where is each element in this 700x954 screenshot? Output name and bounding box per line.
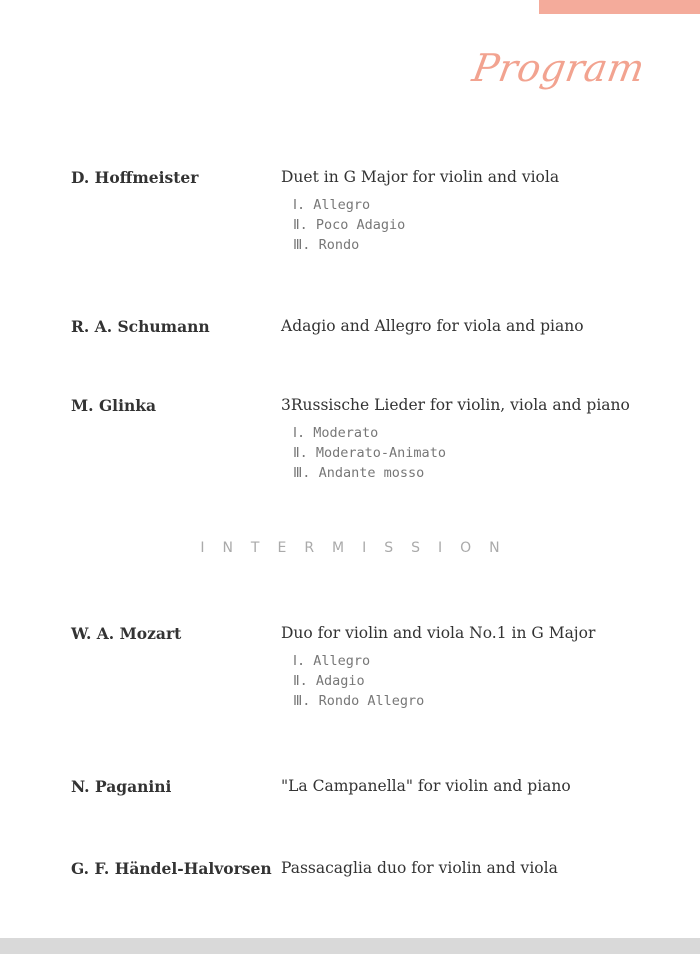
movement-item: Ⅲ. Andante mosso	[293, 465, 425, 481]
work-title: "La Campanella" for violin and piano	[281, 777, 571, 795]
composer-name: D. Hoffmeister	[71, 168, 199, 187]
composer-name: N. Paganini	[71, 777, 172, 796]
top-accent-bar	[539, 0, 700, 14]
page-title: Program	[468, 46, 648, 90]
intermission-divider: INTERMISSION	[200, 540, 518, 556]
work-title: Passacaglia duo for violin and viola	[281, 859, 558, 877]
movement-item: Ⅱ. Poco Adagio	[293, 217, 406, 233]
work-title: Adagio and Allegro for viola and piano	[281, 317, 584, 335]
movement-item: Ⅱ. Moderato-Animato	[293, 445, 446, 461]
movement-item: Ⅰ. Moderato	[293, 425, 379, 441]
work-title: Duet in G Major for violin and viola	[281, 168, 560, 186]
movement-item: Ⅰ. Allegro	[293, 197, 371, 213]
movement-list	[293, 651, 424, 711]
movement-item: Ⅱ. Adagio	[293, 673, 365, 689]
movement-item: Ⅲ. Rondo	[293, 237, 360, 253]
movement-list	[293, 195, 405, 255]
movement-list	[293, 423, 446, 483]
bottom-bar	[0, 938, 700, 954]
composer-name: M. Glinka	[71, 396, 157, 415]
movement-item: Ⅲ. Rondo Allegro	[293, 693, 425, 709]
work-title: Duo for violin and viola No.1 in G Major	[281, 624, 596, 642]
composer-name: W. A. Mozart	[71, 624, 182, 643]
movement-item: Ⅰ. Allegro	[293, 653, 371, 669]
composer-name: G. F. Händel-Halvorsen	[71, 859, 272, 878]
work-title: 3Russische Lieder for violin, viola and piano	[281, 396, 630, 414]
composer-name: R. A. Schumann	[71, 317, 210, 336]
